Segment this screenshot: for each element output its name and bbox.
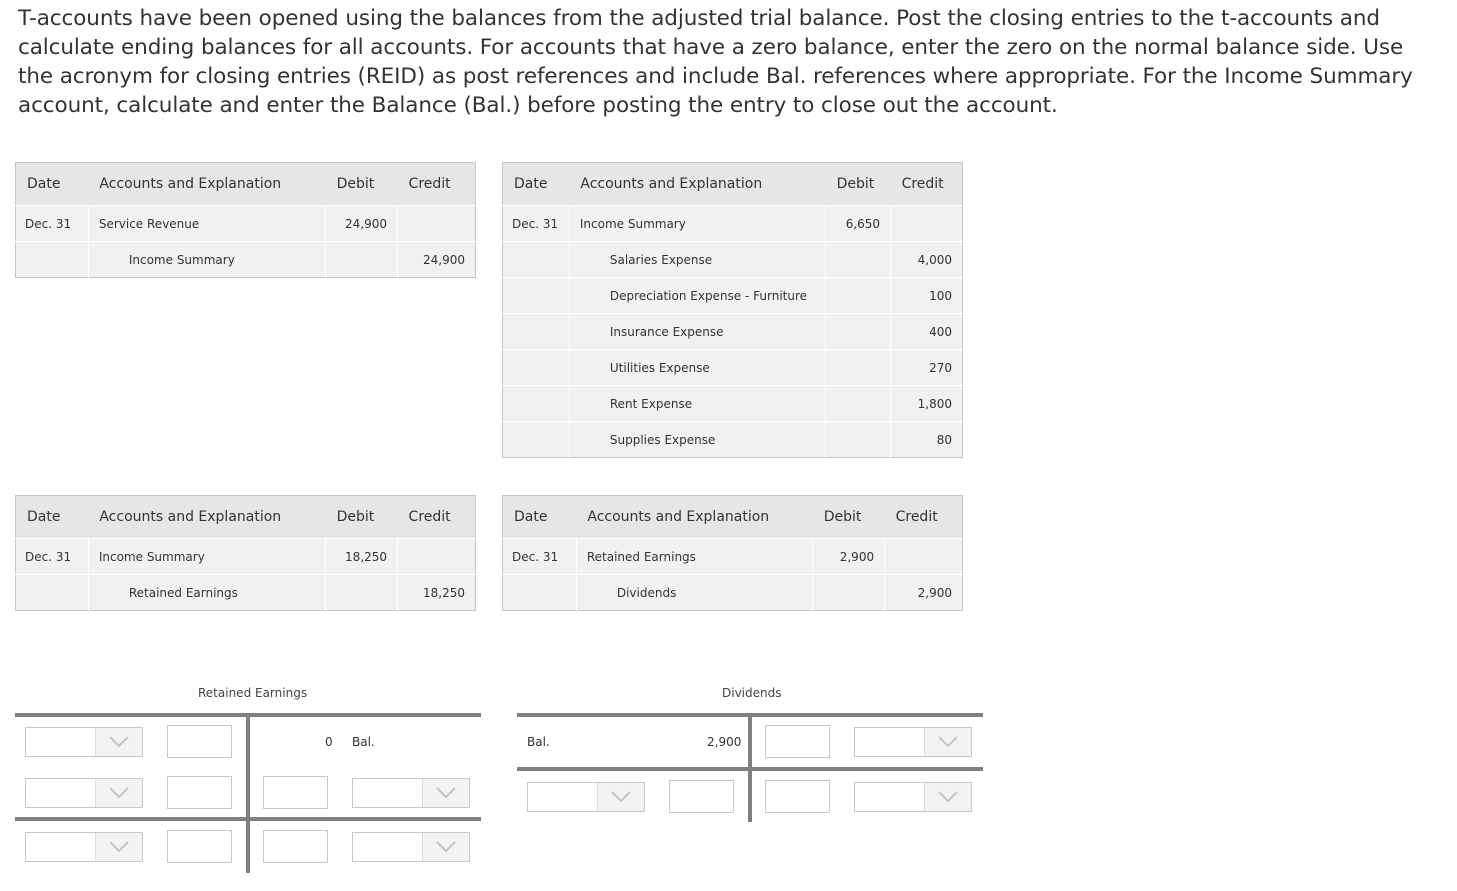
closing-entry-income-summary-table: [15, 495, 476, 611]
header-credit: Credit: [398, 163, 476, 206]
row-date: Dec. 31: [503, 206, 570, 242]
debit-ref-select[interactable]: [527, 782, 645, 812]
row-credit: [885, 539, 963, 575]
row-date: [16, 242, 89, 278]
credit-amount-input[interactable]: [765, 725, 830, 758]
chevron-down-icon: [95, 779, 142, 807]
table-row: [503, 314, 963, 350]
chevron-down-icon: [924, 783, 971, 811]
debit-ref-value: Bal.: [527, 735, 550, 749]
t-total-line: [15, 817, 481, 821]
row-debit: [826, 386, 891, 422]
row-account: Rent Expense: [569, 386, 825, 422]
debit-amount-input[interactable]: [669, 780, 734, 813]
chevron-down-icon: [422, 833, 469, 861]
row-date: [503, 386, 570, 422]
row-debit: [826, 278, 891, 314]
row-date: [503, 575, 577, 611]
debit-amount-input[interactable]: [167, 776, 232, 809]
row-debit: 6,650: [826, 206, 891, 242]
chevron-down-icon: [924, 728, 971, 756]
row-credit: 2,900: [885, 575, 963, 611]
row-account: Depreciation Expense - Furniture: [569, 278, 825, 314]
credit-ref-value: Bal.: [352, 735, 375, 749]
header-date: Date: [16, 496, 89, 539]
row-credit: 100: [891, 278, 963, 314]
header-debit: Debit: [326, 496, 398, 539]
header-account: Accounts and Explanation: [576, 496, 812, 539]
row-credit: [891, 206, 963, 242]
instructions-text: T-accounts have been opened using the balances from the adjusted trial balance. Post the closing entries to the t-accounts and calculate ending balances for all accounts. For accounts that have a zero balance, enter the zero on the normal balance side. Use the acronym for closing entries (REID) as post references and include Bal. references where appropriate. For the Income Summary account, calculate and enter the Balance (Bal.) before posting the entry to close out the account.: [18, 6, 1413, 118]
row-debit: [826, 242, 891, 278]
debit-amount-input[interactable]: [167, 725, 232, 758]
row-account: Income Summary: [88, 242, 325, 278]
table-row: [503, 386, 963, 422]
table-row: [16, 206, 476, 242]
row-credit: 80: [891, 422, 963, 458]
row-account: Service Revenue: [88, 206, 325, 242]
row-account: Income Summary: [88, 539, 325, 575]
debit-ref-select[interactable]: [25, 778, 143, 808]
header-credit: Credit: [891, 163, 963, 206]
table-row: [503, 575, 963, 611]
row-account: Retained Earnings: [576, 539, 812, 575]
table-row: [503, 350, 963, 386]
chevron-down-icon: [95, 833, 142, 861]
row-date: [503, 278, 570, 314]
credit-ref-select[interactable]: [854, 782, 972, 812]
row-date: [503, 314, 570, 350]
credit-ref-select[interactable]: [854, 727, 972, 757]
row-credit: 4,000: [891, 242, 963, 278]
credit-amount-input[interactable]: [765, 780, 830, 813]
row-date: [16, 575, 89, 611]
table-row: [16, 575, 476, 611]
row-debit: 18,250: [326, 539, 398, 575]
closing-entry-revenue-table: [15, 162, 476, 278]
row-debit: [826, 314, 891, 350]
chevron-down-icon: [95, 728, 142, 756]
header-credit: Credit: [885, 496, 963, 539]
row-credit: 24,900: [398, 242, 476, 278]
row-credit: 400: [891, 314, 963, 350]
debit-ref-select[interactable]: [25, 832, 143, 862]
row-account: Retained Earnings: [88, 575, 325, 611]
row-date: Dec. 31: [16, 206, 89, 242]
credit-amount-value: 0: [325, 735, 333, 749]
header-account: Accounts and Explanation: [569, 163, 825, 206]
row-credit: 1,800: [891, 386, 963, 422]
row-credit: [398, 206, 476, 242]
row-account: Utilities Expense: [569, 350, 825, 386]
t-vertical-line: [246, 713, 250, 873]
row-date: Dec. 31: [16, 539, 89, 575]
row-account: Dividends: [576, 575, 812, 611]
header-debit: Debit: [326, 163, 398, 206]
credit-ref-select[interactable]: [352, 778, 470, 808]
t-total-line: [517, 767, 983, 771]
row-debit: 2,900: [813, 539, 885, 575]
taccount-title: Dividends: [722, 686, 782, 700]
chevron-down-icon: [597, 783, 644, 811]
row-credit: 18,250: [398, 575, 476, 611]
row-debit: [826, 350, 891, 386]
table-row: [16, 539, 476, 575]
debit-amount-value: 2,900: [707, 735, 742, 749]
row-debit: 24,900: [326, 206, 398, 242]
taccount-title: Retained Earnings: [198, 686, 308, 700]
row-date: [503, 350, 570, 386]
credit-amount-input[interactable]: [263, 830, 328, 863]
header-debit: Debit: [813, 496, 885, 539]
row-credit: [398, 539, 476, 575]
header-credit: Credit: [398, 496, 476, 539]
row-account: Income Summary: [569, 206, 825, 242]
debit-amount-input[interactable]: [167, 830, 232, 863]
header-date: Date: [16, 163, 89, 206]
credit-ref-select[interactable]: [352, 832, 470, 862]
table-row: [503, 206, 963, 242]
row-account: Salaries Expense: [569, 242, 825, 278]
table-row: [503, 242, 963, 278]
table-row: [503, 539, 963, 575]
row-debit: [826, 422, 891, 458]
row-credit: 270: [891, 350, 963, 386]
debit-ref-select[interactable]: [25, 727, 143, 757]
row-debit: [813, 575, 885, 611]
row-date: [503, 422, 570, 458]
table-row: [503, 422, 963, 458]
header-account: Accounts and Explanation: [88, 163, 325, 206]
header-date: Date: [503, 163, 570, 206]
closing-entry-expenses-table: [502, 162, 963, 458]
row-debit: [326, 575, 398, 611]
row-debit: [326, 242, 398, 278]
table-row: [16, 242, 476, 278]
chevron-down-icon: [422, 779, 469, 807]
header-date: Date: [503, 496, 577, 539]
closing-entry-dividends-table: [502, 495, 963, 611]
credit-amount-input[interactable]: [263, 776, 328, 809]
row-date: [503, 242, 570, 278]
header-debit: Debit: [826, 163, 891, 206]
table-row: [503, 278, 963, 314]
row-date: Dec. 31: [503, 539, 577, 575]
header-account: Accounts and Explanation: [88, 496, 325, 539]
row-account: Supplies Expense: [569, 422, 825, 458]
row-account: Insurance Expense: [569, 314, 825, 350]
